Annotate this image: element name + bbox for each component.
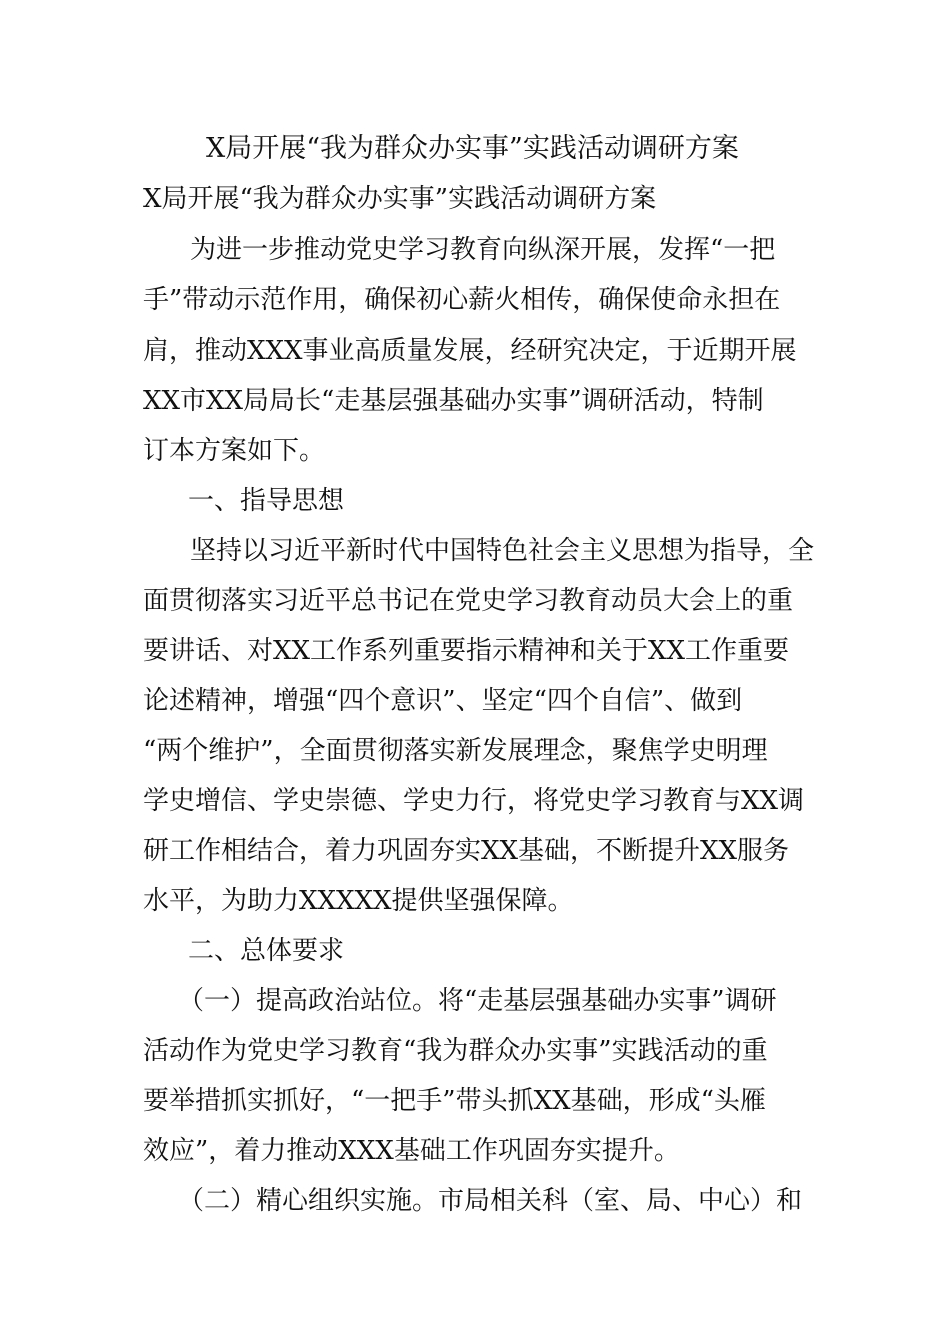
paragraph-line: 水平，为助力XXXXX提供坚强保障。 (143, 886, 574, 916)
paragraph-line: 手”带动示范作用，确保初心薪火相传，确保使命永担在 (143, 285, 781, 315)
paragraph-line: 面贯彻落实习近平总书记在党史学习教育动员大会上的重 (143, 586, 794, 616)
paragraph-line: 坚持以习近平新时代中国特色社会主义思想为指导，全 (190, 536, 815, 566)
paragraph-line: 为进一步推动党史学习教育向纵深开展，发挥“一把 (190, 235, 776, 265)
paragraph-line: 肩，推动XXX事业高质量发展，经研究决定，于近期开展 (143, 336, 797, 366)
document-title: X局开展“我为群众办实事”实践活动调研方案 (206, 133, 739, 164)
paragraph-line: “两个维护”，全面贯彻落实新发展理念，聚焦学史明理 (143, 736, 768, 766)
document-subtitle: X局开展“我为群众办实事”实践活动调研方案 (143, 184, 657, 214)
paragraph-line: 效应”，着力推动XXX基础工作巩固夯实提升。 (143, 1136, 680, 1166)
paragraph-line: （一）提高政治站位。将“走基层强基础办实事”调研 (178, 986, 777, 1016)
paragraph-line: XX市XX局局长“走基层强基础办实事”调研活动，特制 (143, 386, 764, 416)
paragraph-line: 订本方案如下。 (143, 436, 326, 466)
paragraph-line: （二）精心组织实施。市局相关科（室、局、中心）和 (178, 1186, 803, 1216)
paragraph-line: 要举措抓实抓好，“一把手”带头抓XX基础，形成“头雁 (143, 1086, 766, 1116)
paragraph-line: 要讲话、对XX工作系列重要指示精神和关于XX工作重要 (143, 636, 790, 666)
paragraph-line: 研工作相结合，着力巩固夯实XX基础，不断提升XX服务 (143, 836, 790, 866)
paragraph-line: 学史增信、学史崇德、学史力行，将党史学习教育与XX调 (143, 786, 805, 816)
paragraph-line: 论述精神，增强“四个意识”、坚定“四个自信”、做到 (143, 686, 743, 716)
paragraph-line: 活动作为党史学习教育“我为群众办实事”实践活动的重 (143, 1036, 768, 1066)
section-heading: 一、指导思想 (188, 486, 345, 516)
section-heading: 二、总体要求 (188, 936, 345, 966)
